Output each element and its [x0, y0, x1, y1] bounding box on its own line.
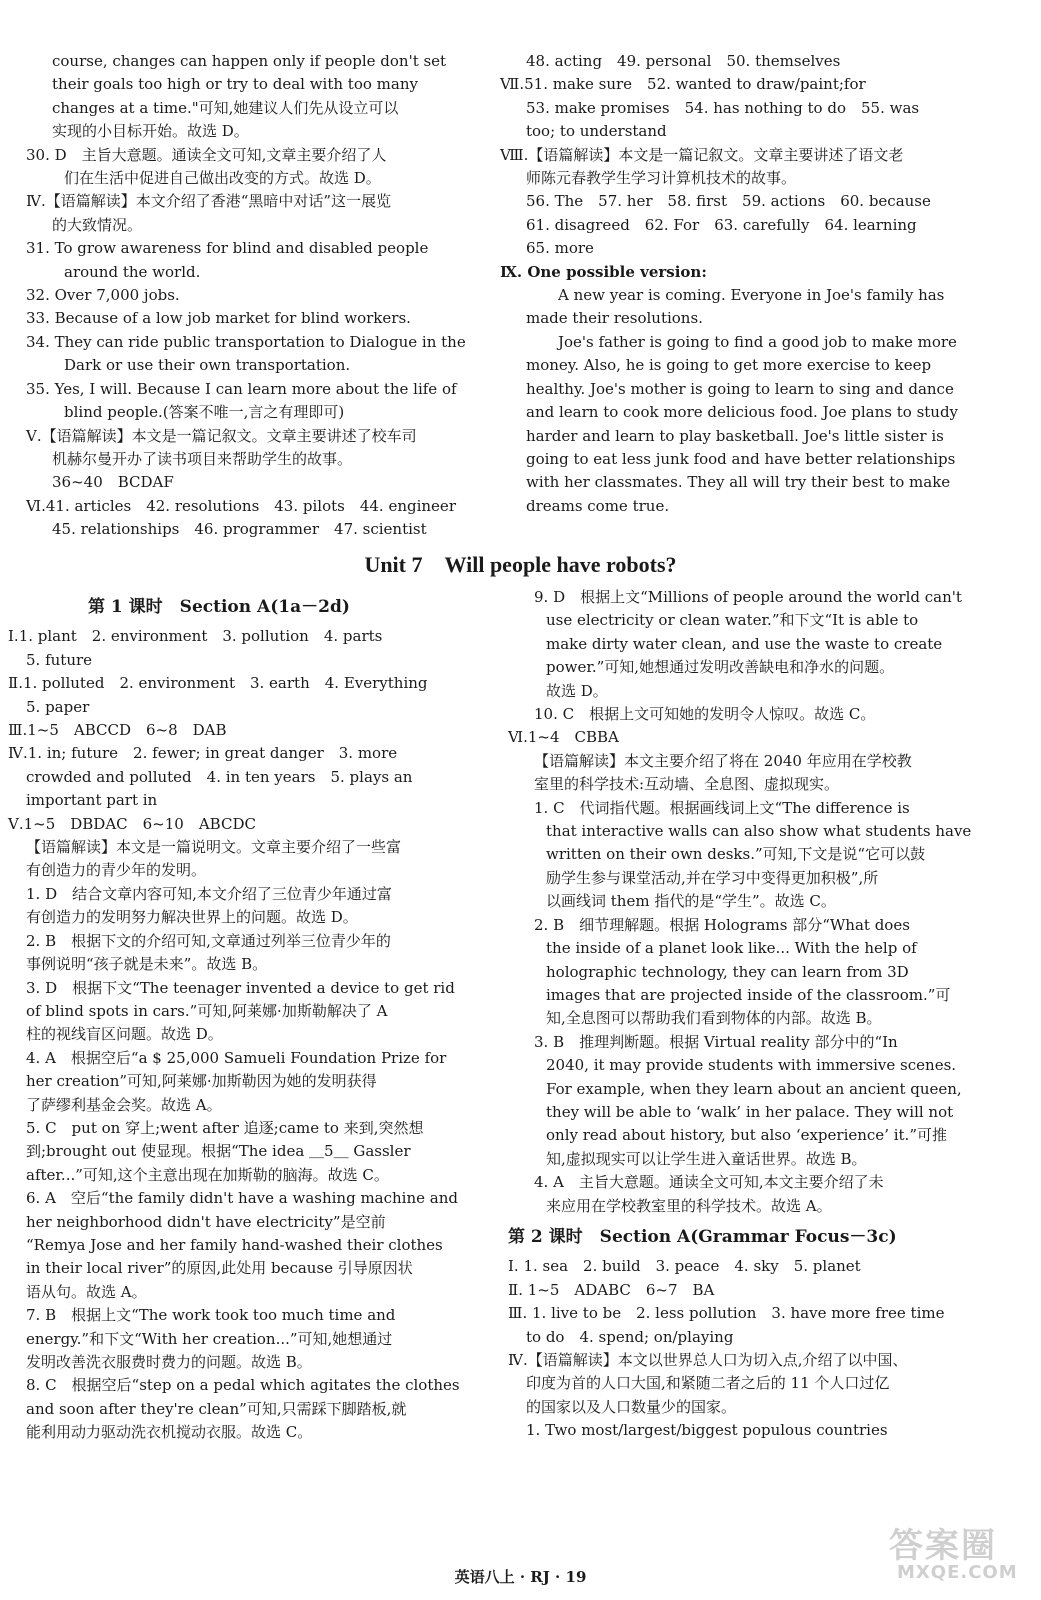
text-line: For example, when they learn about an ancient queen,: [546, 1079, 962, 1098]
text-line: 知,虚拟现实可以让学生进入童话世界。故选 B。: [546, 1149, 867, 1168]
text-line: 1. D 结合文章内容可知,本文介绍了三位青少年通过富: [26, 884, 392, 903]
text-line: energy.”和下文“With her creation...”可知,她想通过: [26, 1329, 393, 1348]
text-line: 7. B 根据上文“The work took too much time and: [26, 1306, 396, 1325]
text-line: 6. A 空后“the family didn't have a washing machine and: [26, 1189, 458, 1208]
text-line: and learn to cook more delicious food. Joe plans to study: [526, 403, 959, 422]
text-line: 的大致情况。: [52, 215, 143, 234]
text-line: Ⅴ.1~5 DBDAC 6~10 ABCDC: [8, 814, 256, 833]
text-line: 32. Over 7,000 jobs.: [26, 286, 180, 305]
text-line: A new year is coming. Everyone in Joe's family has: [558, 286, 945, 305]
text-line: 能利用动力驱动洗衣机搅动衣服。故选 C。: [26, 1423, 313, 1442]
text-line: 2040, it may provide students with immersive scenes.: [546, 1056, 957, 1075]
text-line: Ⅲ.1~5 ABCCD 6~8 DAB: [8, 721, 227, 740]
text-line: use electricity or clean water.”和下文“It is able to: [546, 611, 919, 630]
text-line: 10. C 根据上文可知她的发明令人惊叹。故选 C。: [534, 705, 876, 724]
watermark-url: MXQE.COM: [897, 1562, 1018, 1583]
text-line: of blind spots in cars.”可知,阿莱娜·加斯勒解决了 A: [26, 1001, 388, 1020]
text-line: 1. Two most/largest/biggest populous countries: [526, 1421, 888, 1440]
text-line: Ⅶ.51. make sure 52. wanted to draw/paint;for: [500, 75, 866, 94]
text-line: 31. To grow awareness for blind and disabled people: [26, 239, 429, 258]
text-line: 到;brought out 使显现。根据“The idea ＿5＿ Gassler: [26, 1142, 411, 1161]
text-line: Ⅱ. 1~5 ADABC 6~7 BA: [508, 1280, 715, 1299]
text-line: holographic technology, they can learn from 3D: [546, 962, 909, 981]
text-line: 33. Because of a low job market for blind workers.: [26, 309, 411, 328]
text-line: Ⅳ.【语篇解读】本文以世界总人口为切入点,介绍了以中国、: [508, 1351, 908, 1369]
text-line: 36~40 BCDAF: [52, 473, 174, 492]
text-line: and soon after they're clean”可知,只需踩下脚踏板,就: [26, 1399, 407, 1418]
text-line: 53. make promises 54. has nothing to do 55. was: [526, 98, 920, 117]
text-line: healthy. Joe's mother is going to learn to sing and dance: [526, 379, 954, 398]
text-line: “Remya Jose and her family hand-washed their clothes: [26, 1235, 443, 1254]
text-line: 机赫尔曼开办了读书项目来帮助学生的故事。: [52, 449, 353, 468]
text-line: 65. more: [526, 239, 594, 258]
text-line: Ⅳ.【语篇解读】本文介绍了香港“黑暗中对话”这一展览: [26, 192, 392, 211]
text-line: 1. C 代词指代题。根据画线词上文“The difference is: [534, 798, 910, 817]
text-line: 了萨缪利基金会奖。故选 A。: [26, 1095, 222, 1114]
watermark-text: 答案圈: [889, 1526, 997, 1566]
section-heading: 第 2 课时 Section A(Grammar Focus－3c): [508, 1226, 897, 1247]
text-line: 实现的小目标开始。故选 D。: [52, 122, 249, 141]
text-line: Ⅸ. One possible version:: [500, 262, 707, 281]
text-line: crowded and polluted 4. in ten years 5. plays an: [26, 767, 413, 786]
text-line: 们在生活中促进自己做出改变的方式。故选 D。: [64, 169, 381, 188]
text-line: blind people.(答案不唯一,言之有理即可): [64, 403, 345, 422]
text-line: course, changes can happen only if people don't set: [52, 52, 447, 70]
text-line: 5. future: [26, 650, 93, 669]
text-line: only read about history, but also ‘experience’ it.”可推: [546, 1126, 947, 1145]
text-line: 30. D 主旨大意题。通读全文可知,文章主要介绍了人: [26, 145, 387, 164]
text-line: 有创造力的青少年的发明。: [26, 861, 207, 880]
text-line: 以画线词 them 指代的是“学生”。故选 C。: [546, 892, 836, 911]
text-line: after...”可知,这个主意出现在加斯勒的脑海。故选 C。: [26, 1165, 389, 1184]
left-column-bottom: [8, 596, 478, 1445]
section-heading: 第 1 课时 Section A(1a－2d): [88, 597, 350, 617]
watermark-logo: [883, 1518, 1033, 1588]
text-line: 48. acting 49. personal 50. themselves: [526, 52, 841, 70]
text-line: 35. Yes, I will. Because I can learn more about the life of: [26, 379, 457, 398]
text-line: 61. disagreed 62. For 63. carefully 64. learning: [526, 215, 917, 234]
text-line: make dirty water clean, and use the waste to create: [546, 634, 943, 653]
text-line: 发明改善洗衣服费时费力的问题。故选 B。: [26, 1353, 312, 1371]
text-line: 9. D 根据上文“Millions of people around the world can't: [534, 588, 962, 606]
text-line: to do 4. spend; on/playing: [526, 1327, 734, 1346]
text-line: Ⅵ.41. articles 42. resolutions 43. pilots 44. engineer: [26, 496, 456, 515]
right-column-top: [500, 50, 960, 518]
text-line: 师陈元春教学生学习计算机技术的故事。: [526, 169, 797, 188]
text-line: with her classmates. They all will try their best to make: [526, 473, 951, 492]
text-line: around the world.: [64, 262, 201, 281]
text-line: harder and learn to play basketball. Joe's little sister is: [526, 426, 944, 445]
text-line: 有创造力的发明努力解决世界上的问题。故选 D。: [26, 908, 358, 927]
text-line: her neighborhood didn't have electricity”是空前: [26, 1212, 386, 1231]
text-line: Dark or use their own transportation.: [64, 356, 351, 375]
text-line: 柱的视线盲区问题。故选 D。: [26, 1025, 223, 1044]
text-line: 【语篇解读】本文是一篇说明文。文章主要介绍了一些富: [26, 838, 402, 857]
text-line: 的国家以及人口数量少的国家。: [526, 1397, 737, 1416]
text-line: written on their own desks.”可知,下文是说“它可以鼓: [546, 845, 926, 864]
right-column-bottom: [508, 586, 978, 1443]
text-line: dreams come true.: [526, 496, 670, 515]
text-line: 励学生参与课堂活动,并在学习中变得更加积极”,所: [546, 868, 879, 887]
text-line: Ⅴ.【语篇解读】本文是一篇记叙文。文章主要讲述了校车司: [26, 426, 417, 445]
text-line: 事例说明“孩子就是未来”。故选 B。: [26, 955, 268, 974]
text-line: 故选 D。: [546, 681, 608, 700]
text-line: 【语篇解读】本文主要介绍了将在 2040 年应用在学校教: [534, 751, 912, 770]
text-line: 2. B 细节理解题。根据 Holograms 部分“What does: [534, 915, 910, 934]
text-line: that interactive walls can also show what students have: [546, 822, 972, 841]
text-line: in their local river”的原因,此处用 because 引导原因状: [26, 1259, 413, 1278]
text-line: 5. paper: [26, 697, 90, 716]
text-line: their goals too high or try to deal with too many: [52, 75, 418, 94]
text-line: money. Also, he is going to get more exercise to keep: [526, 356, 932, 375]
text-line: Ⅰ.1. plant 2. environment 3. pollution 4. parts: [8, 627, 383, 646]
text-line: 4. A 主旨大意题。通读全文可知,本文主要介绍了未: [534, 1173, 884, 1192]
text-line: power.”可知,她想通过发明改善缺电和净水的问题。: [546, 658, 895, 677]
text-line: 室里的科学技术:互动墙、全息图、虚拟现实。: [534, 775, 840, 794]
left-column-top: [26, 50, 466, 542]
text-line: 4. A 根据空后“a $ 25,000 Samueli Foundation Prize for: [26, 1048, 447, 1067]
text-line: going to eat less junk food and have better relationships: [526, 449, 956, 468]
text-line: Joe's father is going to find a good job to make more: [558, 332, 957, 351]
text-line: made their resolutions.: [526, 309, 703, 328]
text-line: Ⅰ. 1. sea 2. build 3. peace 4. sky 5. planet: [508, 1257, 861, 1276]
page-footer: 英语八上 · RJ · 19: [454, 1568, 587, 1586]
text-line: 5. C put on 穿上;went after 追逐;came to 来到,突然想: [26, 1118, 424, 1137]
text-line: 3. D 根据下文“The teenager invented a device to get rid: [26, 978, 455, 997]
text-line: changes at a time."可知,她建议人们先从设立可以: [52, 98, 399, 117]
text-line: Ⅷ.【语篇解读】本文是一篇记叙文。文章主要讲述了语文老: [500, 145, 904, 164]
text-line: 语从句。故选 A。: [26, 1282, 147, 1301]
text-line: 56. The 57. her 58. first 59. actions 60. because: [526, 192, 931, 211]
text-line: 2. B 根据下文的介绍可知,文章通过列举三位青少年的: [26, 931, 391, 950]
text-line: 34. They can ride public transportation to Dialogue in the: [26, 332, 466, 351]
text-line: too; to understand: [526, 122, 667, 141]
text-line: important part in: [26, 791, 158, 810]
text-line: 3. B 推理判断题。根据 Virtual reality 部分中的“In: [534, 1032, 898, 1051]
text-line: Ⅳ.1. in; future 2. fewer; in great danger 3. more: [8, 744, 398, 763]
text-line: Ⅱ.1. polluted 2. environment 3. earth 4. Everything: [8, 674, 428, 693]
text-line: Ⅲ. 1. live to be 2. less pollution 3. have more free time: [508, 1304, 945, 1323]
text-line: her creation”可知,阿莱娜·加斯勒因为她的发明获得: [26, 1072, 377, 1091]
text-line: 知,全息图可以帮助我们看到物体的内部。故选 B。: [546, 1009, 882, 1028]
text-line: 来应用在学校教室里的科学技术。故选 A。: [546, 1196, 832, 1215]
text-line: the inside of a planet look like... With the help of: [546, 939, 917, 958]
text-line: they will be able to ‘walk’ in her palace. They will not: [546, 1102, 954, 1121]
text-line: 45. relationships 46. programmer 47. scientist: [52, 520, 427, 539]
text-line: 印度为首的人口大国,和紧随二者之后的 11 个人口过亿: [526, 1374, 890, 1393]
text-line: Ⅵ.1~4 CBBA: [508, 728, 619, 747]
unit-title: Unit 7 Will people have robots?: [364, 552, 677, 577]
text-line: 8. C 根据空后“step on a pedal which agitates the clothes: [26, 1376, 460, 1395]
text-line: images that are projected inside of the classroom.”可: [546, 985, 951, 1004]
